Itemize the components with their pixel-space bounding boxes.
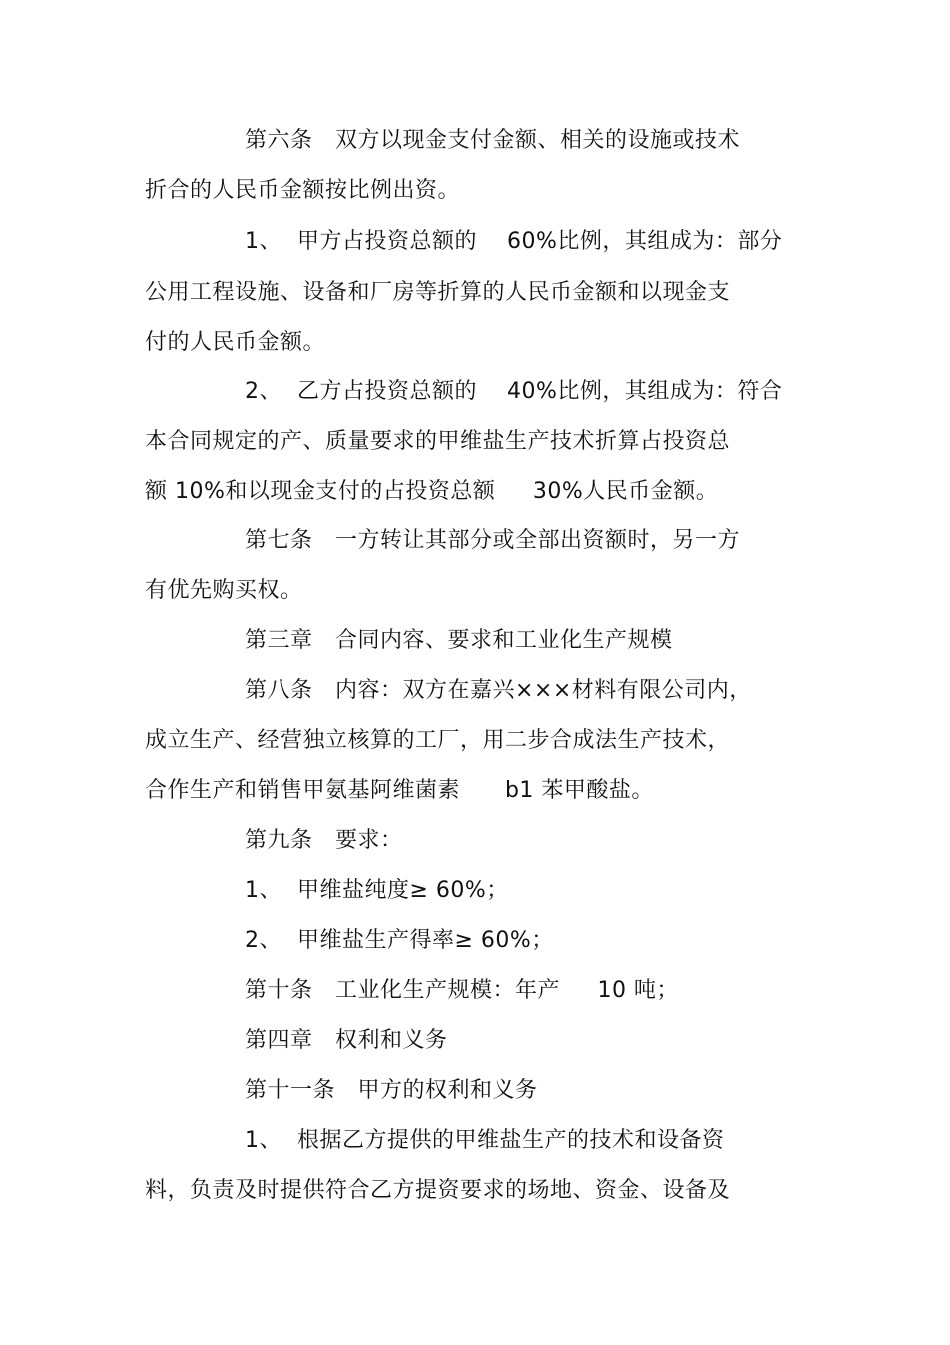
clause-9-1: 1、 甲维盐纯度≥ 60%；: [245, 878, 509, 903]
article-8-line-1: 第八条 内容：双方在嘉兴×××材料有限公司内，: [245, 678, 752, 703]
chapter-3-heading: 第三章 合同内容、要求和工业化生产规模: [245, 628, 673, 653]
chapter-4-heading: 第四章 权利和义务: [245, 1028, 448, 1053]
article-8-line-3: 合作生产和销售甲氨基阿维菌素 b1 苯甲酸盐。: [145, 778, 654, 803]
clause-6-1-line-3: 付的人民币金额。: [145, 330, 326, 355]
article-7-line-2: 有优先购买权。: [145, 578, 303, 603]
clause-9-2: 2、 甲维盐生产得率≥ 60%；: [245, 928, 554, 953]
article-9-heading: 第九条 要求：: [245, 828, 403, 853]
clause-6-2-line-1: 2、 乙方占投资总额的 40%比例，其组成为：符合: [245, 379, 783, 404]
article-8-line-2: 成立生产、经营独立核算的工厂，用二步合成法生产技术，: [145, 728, 731, 753]
clause-11-1-line-2: 料，负责及时提供符合乙方提资要求的场地、资金、设备及: [145, 1178, 731, 1203]
clause-6-2-line-2: 本合同规定的产、质量要求的甲维盐生产技术折算占投资总: [145, 429, 731, 454]
article-11-heading: 第十一条 甲方的权利和义务: [245, 1078, 538, 1103]
clause-11-1-line-1: 1、 根据乙方提供的甲维盐生产的技术和设备资: [245, 1128, 725, 1153]
article-6-line-2: 折合的人民币金额按比例出资。: [145, 178, 461, 203]
article-7-line-1: 第七条 一方转让其部分或全部出资额时，另一方: [245, 528, 740, 553]
clause-6-2-line-3: 额 10%和以现金支付的占投资总额 30%人民币金额。: [145, 479, 719, 504]
clause-6-1-line-1: 1、 甲方占投资总额的 60%比例，其组成为：部分: [245, 229, 783, 254]
article-10: 第十条 工业化生产规模：年产 10 吨；: [245, 978, 679, 1003]
article-6-line-1: 第六条 双方以现金支付金额、相关的设施或技术: [245, 128, 740, 153]
clause-6-1-line-2: 公用工程设施、设备和厂房等折算的人民币金额和以现金支: [145, 280, 731, 305]
